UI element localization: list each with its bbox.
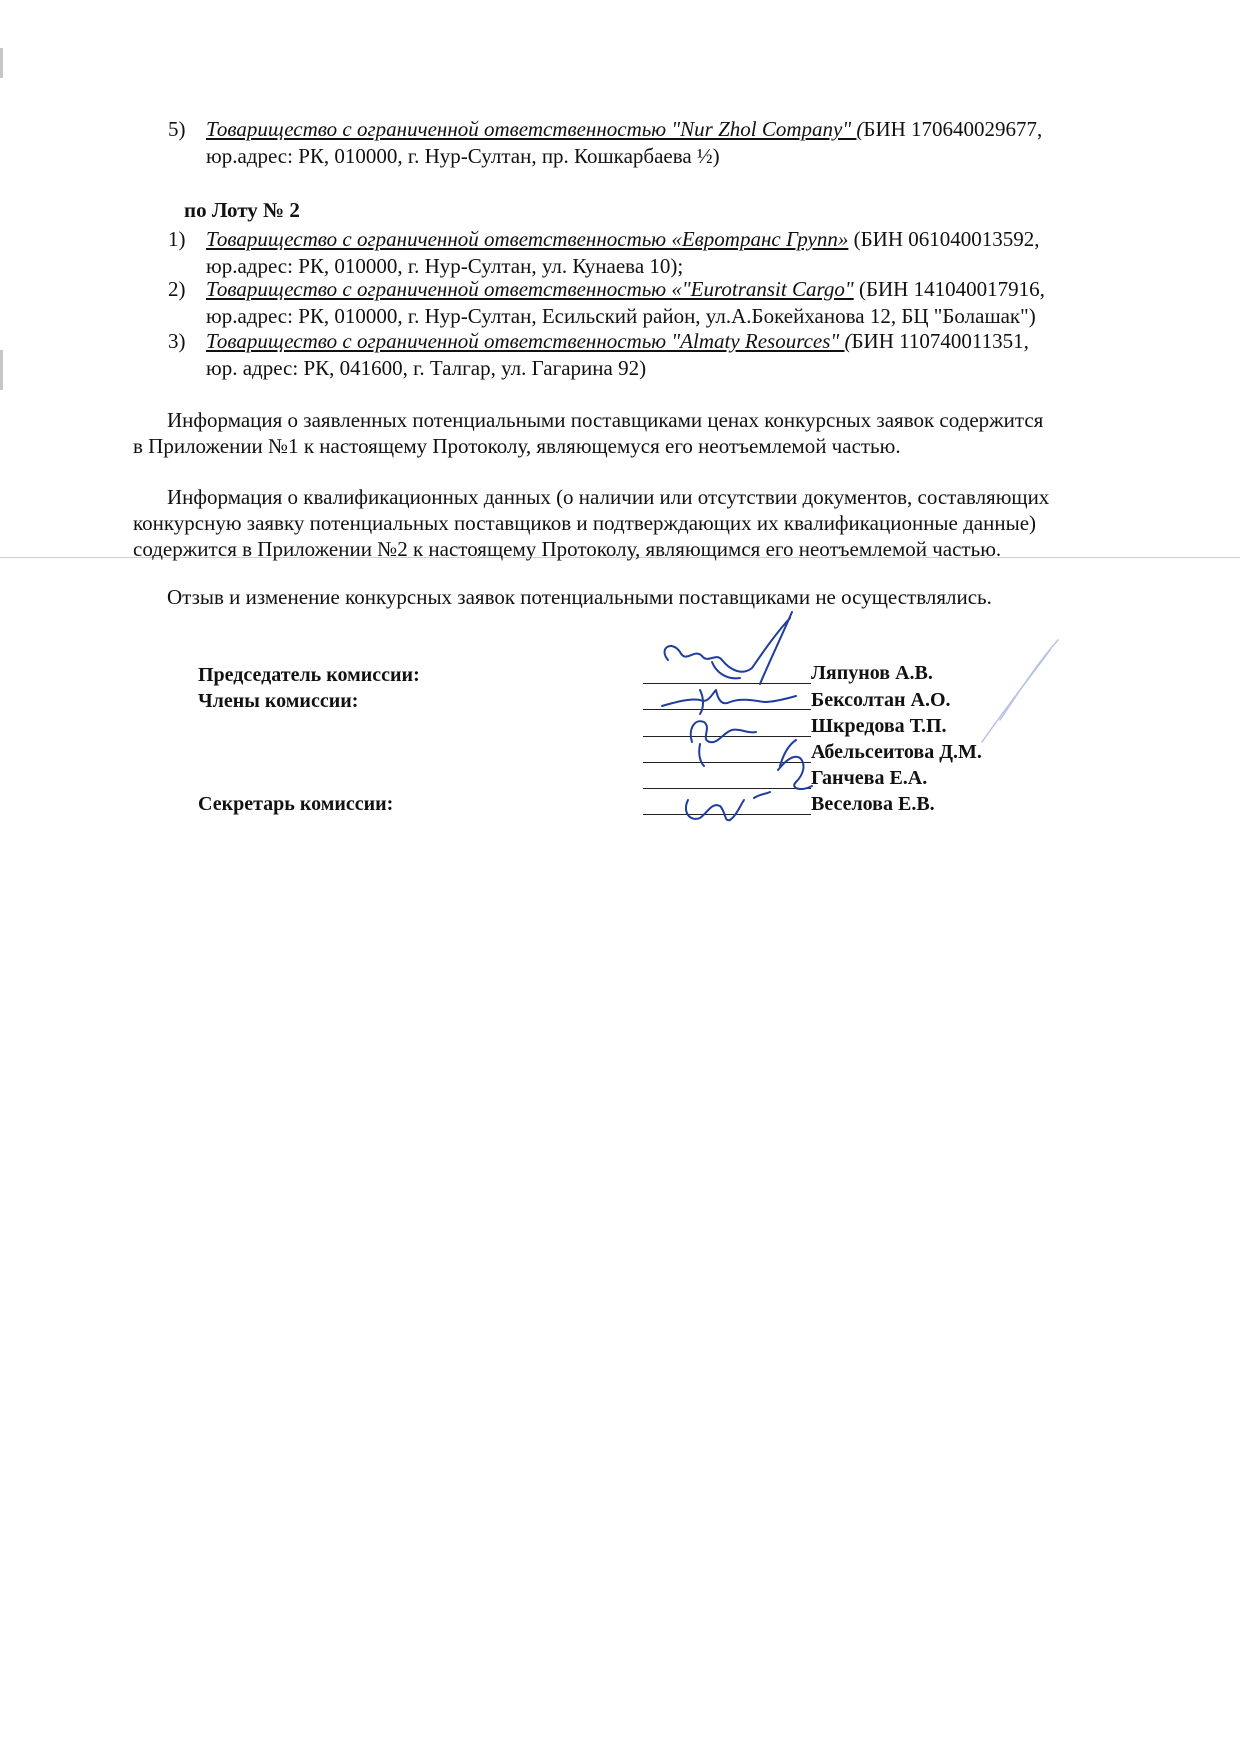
company-name: Товарищество с ограниченной ответственностью «"Eurotransit Cargo" [206,277,854,301]
signature-member-stroke [662,690,796,706]
company-bin: БИН 110740011351, [851,329,1029,353]
company-address: юр. адрес: РК, 041600, г. Талгар, ул. Гагарина 92) [206,356,647,380]
company-bin: (БИН 141040017916, [853,277,1045,301]
company-address: юр.адрес: РК, 010000, г. Нур-Султан, ул. Кунаева 10); [206,254,684,278]
item-number: 5) [168,117,186,141]
scan-edge-mark [0,350,3,390]
signature-line [643,736,811,737]
signature-line [643,709,811,710]
company-name: Товарищество с ограниченной ответственностью "Almaty Resources" ( [206,329,852,353]
lot1-item-5 [168,116,1128,170]
scan-edge-mark [0,48,3,78]
signature-chairman-stroke [760,612,792,684]
qualifications-paragraph [133,484,1123,562]
lot-2-heading: по Лоту № 2 [184,198,300,222]
company-name: Товарищество с ограниченной ответственностью «Евротранс Групп» [206,227,849,251]
paragraph-line: содержится в Приложении №2 к настоящему Протоколу, являющимся его неотъемлемой частью. [133,537,1002,561]
signatory-name: Бексолтан А.О. [811,689,951,711]
item-line-1 [206,116,1128,143]
company-name: Товарищество с ограниченной ответственностью "Nur Zhol Company" ( [206,117,864,141]
paragraph-line: Информация о заявленных потенциальными поставщиками ценах конкурсных заявок содержится [167,408,1044,432]
lot2-item-2 [168,276,1128,330]
item-number: 3) [168,329,186,353]
item-line-1 [206,276,1128,303]
secretary-label: Секретарь комиссии: [198,793,394,815]
signature-faint-stroke [1000,640,1058,720]
signature-secretary-stroke [754,792,770,798]
paragraph-line: Отзыв и изменение конкурсных заявок потенциальными поставщиками не осуществлялись. [167,585,992,609]
paragraph-line: в Приложении №1 к настоящему Протоколу, являющемуся его неотъемлемой частью. [133,434,901,458]
signature-member-stroke [691,721,756,742]
signatory-name: Веселова Е.В. [811,793,935,815]
signature-faint-stroke [982,650,1050,742]
signatory-name: Абельсеитова Д.М. [811,741,982,763]
item-number: 2) [168,277,186,301]
signature-chairman-stroke [665,618,790,672]
lot2-item-1 [168,226,1128,280]
signature-line [643,762,811,763]
item-number: 1) [168,227,186,251]
signatory-name: Ганчева Е.А. [811,767,928,789]
paragraph-line: Информация о квалификационных данных (о наличии или отсутствии документов, составляющих [167,485,1050,509]
item-line-1 [206,226,1128,253]
lot2-item-3 [168,328,1128,382]
company-bin: (БИН 061040013592, [848,227,1040,251]
company-bin: БИН 170640029677, [863,117,1043,141]
signatory-name: Шкредова Т.П. [811,715,947,737]
signature-secretary-stroke [686,800,744,820]
members-label: Члены комиссии: [198,690,359,712]
withdrawal-paragraph [133,584,1123,610]
signature-line [643,788,811,789]
item-line-1 [206,328,1128,355]
prices-paragraph [133,407,1123,459]
company-address: юр.адрес: РК, 010000, г. Нур-Султан, пр. Кошкарбаева ½) [206,144,720,168]
signature-line [643,683,811,684]
signatory-name: Ляпунов А.В. [811,662,933,684]
paragraph-line: конкурсную заявку потенциальных поставщиков и подтверждающих их квалификационные данные) [133,511,1037,535]
signature-line [643,814,811,815]
company-address: юр.адрес: РК, 010000, г. Нур-Султан, Есильский район, ул.А.Бокейханова 12, БЦ "Болашак") [206,304,1036,328]
chairman-label: Председатель комиссии: [198,664,420,686]
signature-chairman-stroke [712,662,740,678]
signature-member-stroke [700,690,703,714]
